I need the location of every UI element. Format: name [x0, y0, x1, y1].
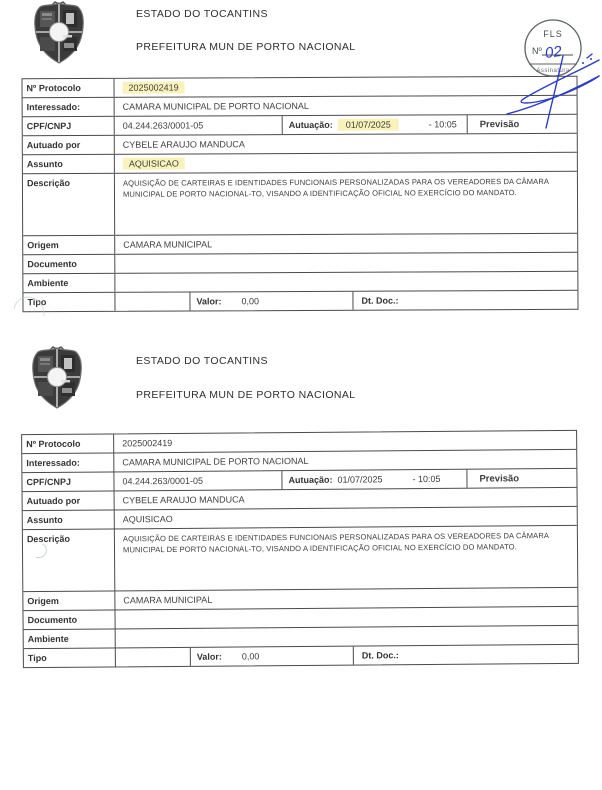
autuacao-date: 01/07/2025 — [338, 119, 399, 131]
interessado-label: Interessado: — [22, 453, 114, 472]
cpf-label: CPF/CNPJ — [22, 472, 114, 491]
tipo-label: Tipo — [23, 293, 115, 311]
autuacao-label: Autuação: — [288, 474, 333, 486]
row-tipo — [23, 290, 577, 311]
documento-value — [115, 261, 577, 265]
interessado-value: CAMARA MUNICIPAL DE PORTO NACIONAL — [122, 100, 309, 112]
coat-of-arms-logo — [28, 346, 86, 410]
autuado-value: CYBELE ARAUJO MANDUCA — [122, 139, 245, 150]
row-interessado — [23, 95, 577, 116]
descricao-label: Descrição — [23, 529, 115, 591]
descricao-value: AQUISIÇÃO DE CARTEIRAS E IDENTIDADES FUNCIONAIS PERSONALIZADAS PARA OS VEREADORES DA CÂMARA MUNICIPAL DE PORTO NACIONAL-TO, VISANDO A IDENTIFICAÇÃO OFICIAL NO EXERCÍCIO DO MANDATO. — [122, 176, 549, 199]
ambiente-value — [116, 634, 578, 640]
org-name-municipality: PREFEITURA MUN DE PORTO NACIONAL — [136, 389, 356, 401]
protocolo-value: 2025002419 — [122, 438, 173, 449]
row-descricao — [23, 171, 577, 235]
stamp-page-number: 02 — [544, 43, 563, 62]
autuado-label: Autuado por — [23, 491, 115, 510]
dtdoc-label: Dt. Doc.: — [361, 650, 399, 661]
interessado-label: Interessado: — [23, 98, 115, 116]
documento-label: Documento — [23, 610, 115, 629]
org-name-state: ESTADO DO TOCANTINS — [136, 355, 268, 367]
autuacao-date: 01/07/2025 — [337, 474, 383, 485]
valor-value: 0,00 — [241, 296, 260, 307]
row-descricao — [23, 525, 577, 591]
ambiente-label: Ambiente — [23, 274, 115, 292]
previsao-cell: Previsão — [466, 469, 576, 488]
valor-value: 0,00 — [241, 651, 260, 662]
protocol-table — [21, 76, 578, 312]
protocol-table — [21, 430, 579, 668]
org-name-state: ESTADO DO TOCANTINS — [136, 8, 268, 20]
row-ambiente — [23, 271, 577, 292]
assunto-label: Assunto — [23, 155, 115, 173]
interessado-value: CAMARA MUNICIPAL DE PORTO NACIONAL — [122, 455, 309, 468]
dtdoc-cell — [353, 645, 578, 665]
valor-cell — [189, 292, 352, 311]
stamp-no-label: Nº — [532, 46, 542, 56]
row-origem — [23, 233, 577, 254]
protocolo-label: Nº Protocolo — [22, 434, 114, 453]
dtdoc-cell — [352, 291, 577, 310]
ambiente-value — [115, 280, 577, 284]
valor-cell — [190, 647, 353, 666]
ambiente-label: Ambiente — [24, 629, 116, 648]
autuacao-cell — [281, 470, 466, 489]
tipo-value — [115, 292, 189, 310]
valor-label: Valor: — [196, 296, 222, 307]
origem-label: Origem — [23, 591, 115, 610]
descricao-value: AQUISIÇÃO DE CARTEIRAS E IDENTIDADES FUNCIONAIS PERSONALIZADAS PARA OS VEREADORES DA CÂMARA MUNICIPAL DE PORTO NACIONAL-TO, VISANDO A IDENTIFICAÇÃO OFICIAL NO EXERCÍCIO DO MANDATO. — [122, 531, 549, 554]
assunto-value: AQUISICAO — [122, 513, 173, 525]
protocolo-label: Nº Protocolo — [22, 79, 114, 97]
documento-value — [116, 615, 578, 621]
row-documento — [23, 252, 577, 273]
autuacao-cell — [282, 115, 467, 134]
cpf-value: 04.244.263/0001-05 — [122, 475, 204, 487]
row-assunto — [23, 152, 577, 173]
coat-of-arms-logo — [30, 1, 88, 65]
protocol-form-copy-2 — [0, 343, 602, 673]
autuacao-time: - 10:05 — [412, 473, 441, 485]
tipo-label: Tipo — [24, 648, 116, 667]
autuado-label: Autuado por — [23, 136, 115, 154]
cpf-label: CPF/CNPJ — [23, 117, 115, 135]
cpf-value: 04.244.263/0001-05 — [122, 120, 204, 131]
autuacao-label: Autuação: — [288, 119, 333, 131]
previsao-cell: Previsão — [467, 115, 577, 133]
assunto-value: AQUISICAO — [115, 156, 577, 170]
autuado-value: CYBELE ARAUJO MANDUCA — [122, 494, 245, 506]
row-cpf-cnpj — [23, 114, 577, 135]
valor-label: Valor: — [196, 651, 222, 662]
autuacao-time: - 10:05 — [428, 119, 457, 130]
org-name-municipality: PREFEITURA MUN DE PORTO NACIONAL — [136, 41, 356, 53]
protocolo-value: 2025002419 — [115, 80, 577, 94]
row-protocolo — [22, 77, 576, 97]
stamp-fls-label: FLS — [543, 29, 563, 39]
origem-value: CAMARA MUNICIPAL — [123, 239, 213, 250]
origem-label: Origem — [23, 236, 115, 254]
tipo-value — [116, 648, 190, 667]
dtdoc-label: Dt. Doc.: — [361, 295, 399, 306]
descricao-label: Descrição — [23, 174, 115, 235]
row-autuado-por — [23, 133, 577, 154]
stamp-assinatura-label: Assinatura — [536, 68, 570, 74]
documento-label: Documento — [23, 255, 115, 273]
assunto-label: Assunto — [23, 510, 115, 529]
origem-value: CAMARA MUNICIPAL — [123, 594, 213, 606]
protocol-form-copy-1 — [0, 0, 602, 335]
